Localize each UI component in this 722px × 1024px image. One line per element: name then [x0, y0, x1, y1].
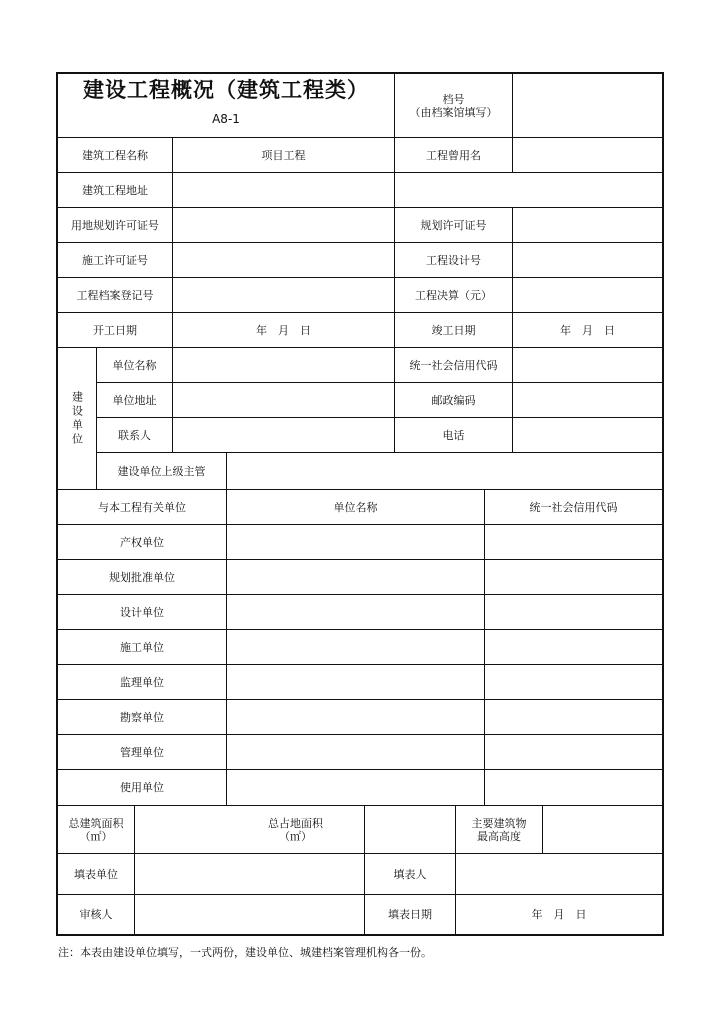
- construction-permit-label: 施工许可证号: [82, 253, 148, 267]
- related-unit-code-field[interactable]: [485, 630, 662, 664]
- start-date-label: 开工日期: [93, 323, 137, 337]
- filler-label: 填表人: [393, 867, 427, 881]
- reviewer-label: 审核人: [79, 908, 113, 921]
- completion-date-label: 竣工日期: [431, 323, 476, 337]
- total-area-field[interactable]: [135, 806, 226, 853]
- archive-number-label: [395, 74, 512, 137]
- related-unit-code-field[interactable]: [485, 525, 662, 559]
- builder-superior-label: 建设单位上级主管: [117, 464, 206, 478]
- plan-permit-label: 规划许可证号: [420, 218, 487, 232]
- fill-date-label: 填表日期: [388, 908, 432, 921]
- max-height-title-1: 主要建筑物: [471, 816, 527, 830]
- final-account-field[interactable]: [513, 278, 662, 312]
- land-area-unit: （㎡）: [279, 829, 312, 843]
- related-unit-code-field[interactable]: [485, 595, 662, 629]
- total-area-label: [58, 806, 134, 853]
- related-unit-code-field[interactable]: [485, 560, 662, 594]
- related-unit-code-field[interactable]: [485, 770, 662, 805]
- related-unit-row-label: 使用单位: [120, 781, 164, 794]
- land-area-label: [227, 806, 364, 853]
- max-height-label: [456, 806, 542, 853]
- max-height-field[interactable]: [543, 806, 662, 853]
- land-permit-field[interactable]: [173, 208, 394, 242]
- project-name-field[interactable]: 项目工程: [261, 148, 306, 162]
- related-unit-row-label: 监理单位: [120, 675, 164, 689]
- related-unit-row-label: 规划批准单位: [109, 570, 175, 584]
- archive-number-field[interactable]: [513, 74, 662, 137]
- archive-number-subtitle: （由档案馆填写）: [409, 105, 498, 119]
- related-units-header: 与本工程有关单位: [98, 500, 186, 514]
- design-number-field[interactable]: [513, 243, 662, 277]
- related-unit-row-label: 产权单位: [120, 535, 164, 549]
- max-height-title-2: 最高高度: [477, 829, 521, 843]
- start-date-field[interactable]: 年 月 日: [256, 323, 311, 337]
- related-unit-name-field[interactable]: [227, 560, 484, 594]
- related-unit-row-label: 施工单位: [120, 640, 164, 654]
- builder-name-label: 单位名称: [112, 358, 157, 372]
- plan-permit-field[interactable]: [513, 208, 662, 242]
- builder-superior-field[interactable]: [227, 453, 662, 489]
- archive-registration-label: 工程档案登记号: [76, 288, 154, 302]
- builder-postcode-field[interactable]: [513, 383, 662, 417]
- related-unit-code-field[interactable]: [485, 735, 662, 769]
- related-unit-name-field[interactable]: [227, 595, 484, 629]
- reviewer-field[interactable]: [135, 895, 364, 934]
- related-unit-name-field[interactable]: [227, 630, 484, 664]
- builder-contact-field[interactable]: [173, 418, 394, 452]
- archive-number-title: 档号: [442, 92, 465, 106]
- related-unit-name-field[interactable]: [227, 665, 484, 699]
- builder-address-label: 单位地址: [112, 393, 157, 407]
- builder-postcode-label: 邮政编码: [431, 393, 476, 407]
- former-name-field[interactable]: [513, 138, 662, 172]
- project-address-field[interactable]: [173, 173, 662, 207]
- form-title: 建设工程概况（建筑工程类）: [83, 78, 369, 102]
- related-unit-row-label: 设计单位: [120, 605, 164, 619]
- unit-name-header: 单位名称: [333, 500, 378, 514]
- builder-credit-code-label: 统一社会信用代码: [409, 358, 498, 372]
- project-address-label: 建筑工程地址: [82, 183, 148, 197]
- builder-group-label: [58, 348, 96, 489]
- construction-permit-field[interactable]: [173, 243, 394, 277]
- related-unit-name-field[interactable]: [227, 700, 484, 734]
- builder-contact-label: 联系人: [118, 428, 151, 442]
- related-unit-name-field[interactable]: [227, 735, 484, 769]
- design-number-label: 工程设计号: [426, 253, 481, 267]
- related-unit-name-field[interactable]: [227, 770, 484, 805]
- land-area-field[interactable]: [365, 806, 455, 853]
- related-unit-name-field[interactable]: [227, 525, 484, 559]
- project-name-label: 建筑工程名称: [82, 148, 148, 162]
- total-area-unit: （㎡）: [79, 829, 113, 843]
- form-code: A8-1: [212, 112, 240, 126]
- archive-registration-field[interactable]: [173, 278, 394, 312]
- former-name-label: 工程曾用名: [426, 148, 481, 162]
- related-unit-row-label: 勘察单位: [120, 710, 164, 724]
- land-area-title: 总占地面积: [268, 816, 323, 830]
- related-unit-row-label: 管理单位: [120, 745, 164, 759]
- builder-phone-field[interactable]: [513, 418, 662, 452]
- total-area-title: 总建筑面积: [68, 816, 124, 830]
- footnote: 注：本表由建设单位填写，一式两份，建设单位、城建档案管理机构各一份。: [58, 946, 432, 959]
- builder-group-text: 建设单位: [70, 390, 84, 447]
- builder-name-field[interactable]: [173, 348, 394, 382]
- fill-unit-field[interactable]: [135, 854, 364, 894]
- unit-code-header: 统一社会信用代码: [529, 500, 618, 514]
- fill-unit-label: 填表单位: [74, 867, 118, 881]
- land-permit-label: 用地规划许可证号: [71, 218, 159, 232]
- builder-phone-label: 电话: [442, 428, 465, 442]
- completion-date-field[interactable]: 年 月 日: [560, 323, 615, 337]
- builder-credit-code-field[interactable]: [513, 348, 662, 382]
- fill-date-field[interactable]: 年 月 日: [531, 908, 587, 921]
- filler-field[interactable]: [456, 854, 662, 894]
- builder-address-field[interactable]: [173, 383, 394, 417]
- final-account-label: 工程决算（元）: [415, 288, 492, 302]
- related-unit-code-field[interactable]: [485, 665, 662, 699]
- related-unit-code-field[interactable]: [485, 700, 662, 734]
